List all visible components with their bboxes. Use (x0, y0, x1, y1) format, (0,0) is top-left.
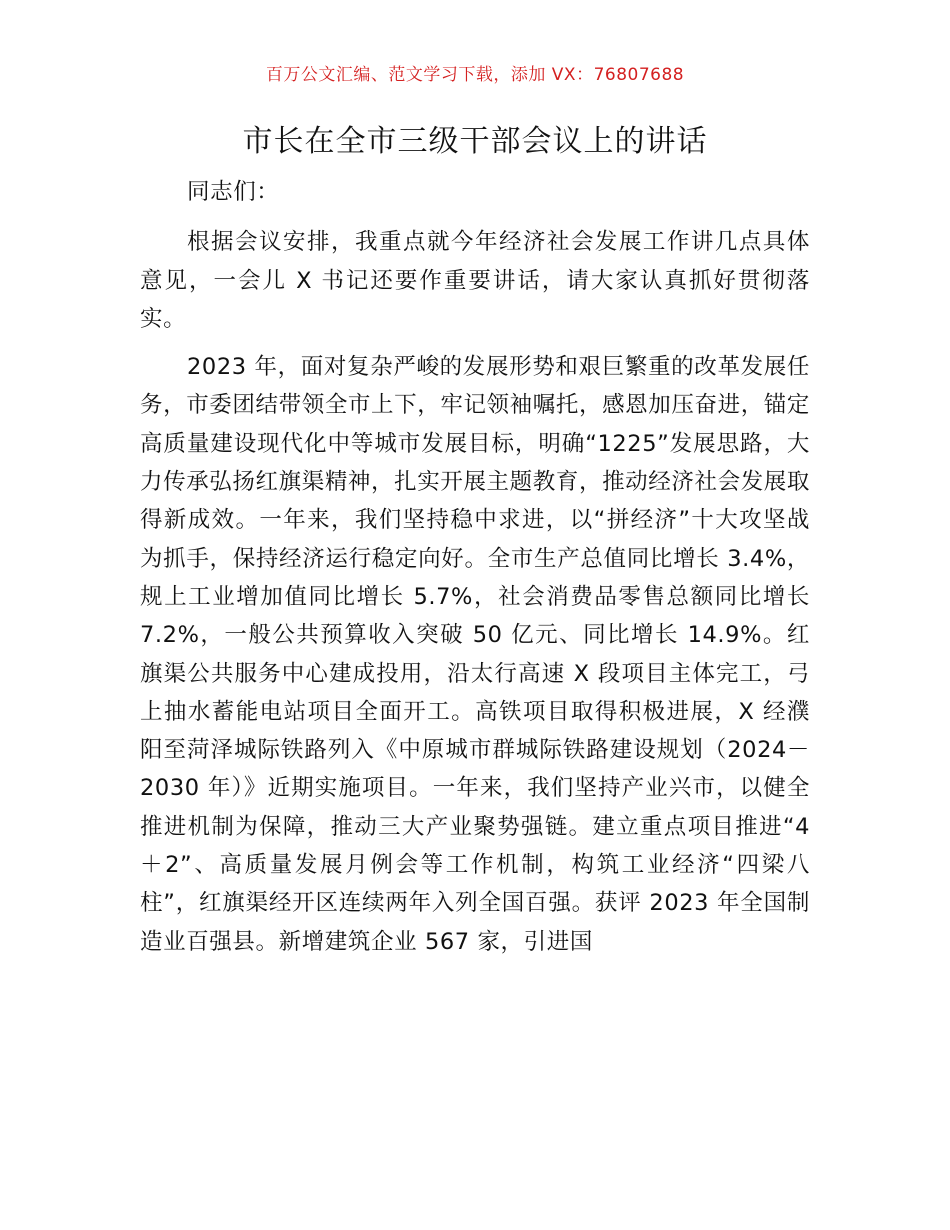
paragraph-review-2023: 2023 年，面对复杂严峻的发展形势和艰巨繁重的改革发展任务，市委团结带领全市上下，牢记领袖嘱托，感恩加压奋进，锚定高质量建设现代化中等城市发展目标，明确“1225”发展思路，大力传承弘扬红旗渠精神，扎实开展主题教育，推动经济社会发展取得新成效。一年来，我们坚持稳中求进，以“拼经济”十大攻坚战为抓手，保持经济运行稳定向好。全市生产总值同比增长 3.4%，规上工业增加值同比增长 5.7%，社会消费品零售总额同比增长 7.2%，一般公共预算收入突破 50 亿元、同比增长 14.9%。红旗渠公共服务中心建成投用，沿太行高速 X 段项目主体完工，弓上抽水蓄能电站项目全面开工。高铁项目取得积极进展，X 经濮阳至菏泽城际铁路列入《中原城市群城际铁路建设规划（2024－2030 年）》近期实施项目。一年来，我们坚持产业兴市，以健全推进机制为保障，推动三大产业聚势强链。建立重点项目推进“4＋2”、高质量发展月例会等工作机制，构筑工业经济“四梁八柱”，红旗渠经开区连续两年入列全国百强。获评 2023 年全国制造业百强县。新增建筑企业 567 家，引进国 (140, 354, 810, 955)
paragraph-intro: 根据会议安排，我重点就今年经济社会发展工作讲几点具体意见，一会儿 X 书记还要作重要讲话，请大家认真抓好贯彻落实。 (140, 229, 810, 332)
header-watermark-note: 百万公文汇编、范文学习下载，添加 VX：76807688 (265, 65, 685, 85)
document-title: 市长在全市三级干部会议上的讲话 (242, 124, 708, 159)
document-body (140, 173, 810, 971)
salutation: 同志们： (187, 179, 280, 205)
